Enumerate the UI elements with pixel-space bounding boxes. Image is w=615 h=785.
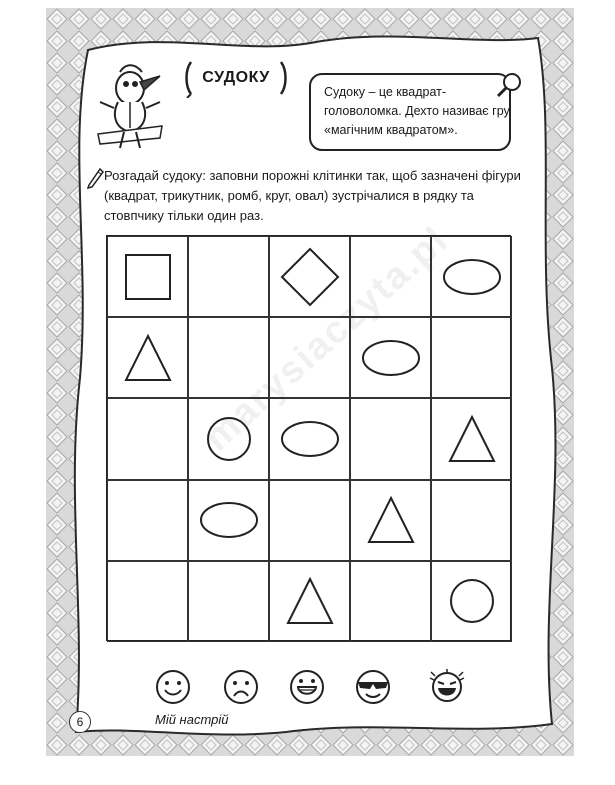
page-title: СУДОКУ [202,69,270,86]
grid-cell-empty[interactable] [350,236,431,317]
oval-shape [361,328,421,388]
grid-cell-empty[interactable] [107,561,188,642]
grid-cell-empty[interactable] [350,398,431,479]
triangle-shape [442,409,502,469]
pencil-icon [86,165,104,189]
grid-cell-empty[interactable] [107,398,188,479]
grid-cell-empty[interactable] [188,561,269,642]
sunglasses-icon[interactable] [354,668,392,706]
grid-cell-empty[interactable] [350,561,431,642]
oval-shape [199,490,259,550]
grid-cell-empty[interactable] [431,317,512,398]
smile-icon[interactable] [154,668,192,706]
grid-cell-empty[interactable] [107,480,188,561]
triangle-shape [118,328,178,388]
triangle-shape [280,571,340,631]
grid-cell-oval [188,480,269,561]
laugh-icon[interactable] [428,668,466,706]
grid-cell-oval [269,398,350,479]
grid-cell-square [107,236,188,317]
oval-shape [280,409,340,469]
sudoku-grid [106,235,511,641]
instruction-text: Розгадай судоку: заповни порожні клітинки так, щоб зазначені фігури (квадрат, трикутник, ромб, круг, овал) зустрічалися в рядку та стовпчику тільки один раз. [104,168,521,223]
grid-cell-empty[interactable] [188,317,269,398]
grid-cell-rhombus [269,236,350,317]
triangle-shape [361,490,421,550]
grid-cell-triangle [350,480,431,561]
grid-cell-empty[interactable] [269,317,350,398]
grid-cell-triangle [269,561,350,642]
grid-cell-circle [188,398,269,479]
grid-cell-triangle [431,398,512,479]
grid-cell-empty[interactable] [188,236,269,317]
grid-cell-oval [350,317,431,398]
circle-shape [442,571,502,631]
square-shape [118,247,178,307]
watermark: marysiaczyta.pl [196,218,457,460]
mood-label: Мій настрій [155,712,229,727]
grid-cell-empty[interactable] [269,480,350,561]
grin-icon[interactable] [288,668,326,706]
oval-shape [442,247,502,307]
info-text: Судоку – це квадрат-головоломка. Дехто називає гру «магічним квадратом». [324,85,510,137]
grid-cell-oval [431,236,512,317]
crow-mascot-icon [90,58,170,150]
grid-cell-circle [431,561,512,642]
mood-emojis [150,668,490,710]
rhombus-shape [280,247,340,307]
circle-shape [199,409,259,469]
grid-cell-empty[interactable] [431,480,512,561]
grid-cell-triangle [107,317,188,398]
sad-icon[interactable] [222,668,260,706]
page-number: 6 [69,711,91,733]
